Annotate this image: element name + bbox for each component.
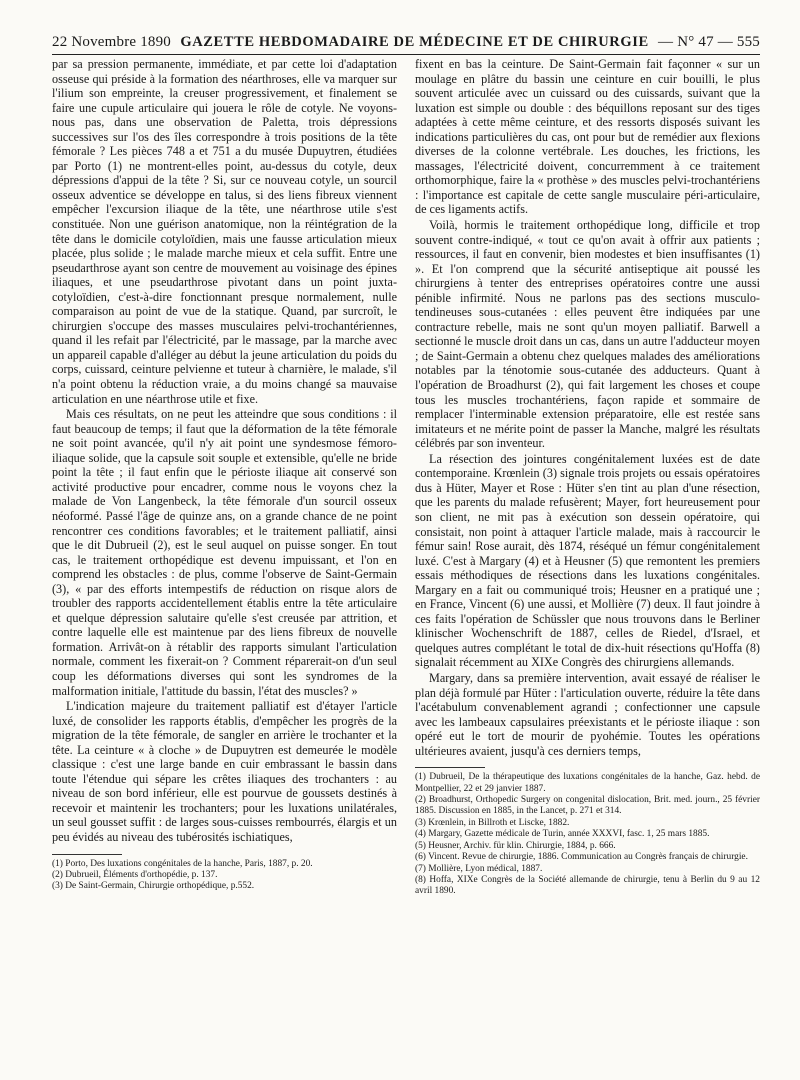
footnote: (4) Margary, Gazette médicale de Turin, année XXXVI, fasc. 1, 25 mars 1885. — [415, 829, 710, 840]
footnotes-left — [52, 859, 397, 893]
body-paragraph: Voilà, hormis le traitement orthopédique long, difficile et trop souvent contre-indiqué, « tout ce qu'on avait à offrir aux patients ; ressources, il faut en convenir, bien modestes et bien insuffisantes (1) ». Et l'on comprend que la sécurité antiseptique ait poussé les chirurgiens à tenter des entreprises opératoires contre une aussi pénible infirmité. Nous ne parlons pas des sections musculo-tendineuses sous-cutanées : elles peuvent être indiquées par une contracture rebelle, mais ne sont qu'un moyen palliatif. Barwell a sectionné le muscle droit dans un cas, dans un autre l'adducteur moyen ; de Saint-Germain a obtenu chez quelques malades des améliorations notables par la ténotomie sous-cutanée des adducteurs. Quant à l'opération de Broadhurst (2), qui fait largement les choses et coupe tous les muscles trochantériens, façon rapide et sommaire de remplacer l'interminable extension préparatoire, elle est restée sans imitateurs et ne mérite point de passer la Manche, malgré les résultats célébrés par son inventeur. — [415, 218, 760, 451]
footnote-rule — [52, 854, 122, 855]
body-paragraph: La résection des jointures congénitalement luxées est de date contemporaine. Krœnlein (3) signale trois projets ou essais opératoires dus à Hüter, Mayer et Rose : Hüter s'en tint au plan d'une résection, que les parents du malade refusèrent; Mayer, fort heureusement pour son client, ne mit pas à exécution son dessein opératoire, qui consistait, non point à attaquer l'article malade, mais à raccourcir le fémur sain! Rose aurait, dès 1874, réséqué un fémur congénitalement luxé. C'est à Margary (4) et à Heusner (5) que remontent les premiers essais méthodiques de résections dans les luxations congénitales. Margary en a fait ou communiqué trois; Heusner en a pratiqué une ; en France, Vincent (6) une aussi, et Mollière (7) deux. Il faut joindre à ces faits l'opération de Schüssler que nous trouvons dans le Berliner klinischer Wochenschrift de 1887, celles de Riedel, d'Israel, et quelques autres complétant le total de dix-huit résections qu'Hoffa (8) signalait récemment au XIXe Congrès des chirurgiens allemands. — [415, 451, 760, 670]
issue-date: 22 Novembre 1890 — [52, 34, 172, 50]
body-paragraph: par sa pression permanente, immédiate, et par cette loi d'adaptation osseuse qui préside à la formation des néarthroses, elle va marquer sur l'ilium son empreinte, la creuser progressivement, et finalement se faire une cupule articulaire qui jouera le rôle de cotyle. Ne voyons-nous pas, dans une observation de Paletta, trois dépressions successives sur l'os des îles correspondre à trois positions de la tête fémorale ? Les pièces 748 a et 751 a du musée Dupuytren, étudiées par Porto (1) ne montrent-elles point, au-dessus du cotyle, deux dépressions d'appui de la tête ? Si, sur ce nouveau cotyle, un sourcil osseux adventice se développe en talus, si des liens fibreux viennent empêcher l'excursion iliaque de la tête, une néarthrose utile s'est constituée. Non une guérison anatomique, non la réintégration de la tête dans le domicile cotyloïdien, mais une fausse articulation mieux placée, plus solide ; le malade marche mieux et cela suffit. Entre une pseudarthrose ayant son centre de mouvement au voisinage des épines iliaques, et une pseudarthrose pivotant dans un point juxta-cotyloïdien, c'est-à-dire fonctionnant presque normalement, nulle comparaison au point de vue de la statique. Quand, par surcroît, le chirurgien s'occupe des masses musculaires pelvi-trochantériennes, quand il les refait par l'électricité, par le massage, par la marche avec un appareil capable d'alléger au début la jeune articulation du poids du corps, cuissard, ceinture pelvienne et tuteur à charnière, le malade, s'il n'a point obtenu la réduction vraie, a du moins changé sa mauvaise articulation en une néarthrose utile et fixe. — [52, 57, 397, 406]
footnote: (8) Hoffa, XIXe Congrès de la Société allemande de chirurgie, tenu à Berlin du 9 au 12 avril 1890. — [415, 874, 760, 897]
body-paragraph: L'indication majeure du traitement palliatif est d'étayer l'article luxé, de consolider les rapports établis, d'empêcher les progrès de la migration de la tête fémorale, de sangler en arrière le trochanter et la tête. La ceinture « à cloche » de Dupuytren est demeurée le modèle classique : c'est une large bande en cuir embrassant le bassin dans toute l'étendue qui sépare les crêtes iliaques des trochanters : au niveau de son bord inférieur, elle est pourvue de goussets destinés à recevoir et maintenir les trochanters; pour les luxations unilatérales, un seul gousset suffit : de larges sous-cuisses rembourrés, élargis et un peu évidés au niveau des tubérosités ischiatiques, — [52, 699, 397, 844]
footnote-rule — [415, 767, 485, 768]
footnote: (3) Krœnlein, in Billroth et Liscke, 1882. — [415, 817, 570, 828]
footnote: (7) Mollière, Lyon médical, 1887. — [415, 863, 543, 874]
footnote: (6) Vincent. Revue de chirurgie, 1886. Communication au Congrès français de chirurgie. — [415, 852, 748, 863]
footnotes-right — [415, 772, 760, 897]
footnote: (1) Dubrueil, De la thérapeutique des luxations congénitales de la hanche, Gaz. hebd. de Montpellier, 22 et 29 janvier 1887. — [415, 772, 760, 794]
footnote: (1) Porto, Des luxations congénitales de la hanche, Paris, 1887, p. 20. — [52, 858, 313, 869]
header-rule — [52, 54, 760, 55]
footnote: (5) Heusner, Archiv. für klin. Chirurgie, 1884, p. 666. — [415, 840, 616, 851]
right-column — [415, 57, 760, 898]
body-paragraph: Mais ces résultats, on ne peut les atteindre que sous conditions : il faut beaucoup de temps; il faut que la déformation de la tête fémorale ne soit point avancée, qu'il n'y ait point une syndesmose fémoro-iliaque solide, que la capsule soit souple et extensible, qu'elle ne bride point la tête ; il faut enfin que le périoste iliaque ait conservé son activité productive pour encadrer, comme nous le voyons chez la malade de Von Langenbeck, la tête fémorale d'un sourcil osseux néoformé. Passé l'âge de quinze ans, on a grande chance de ne point rencontrer ces conditions favorables; et le traitement palliatif, ainsi que le dit Dubrueil (2), est le seul auquel on puisse songer. En tout cas, le traitement orthopédique est devenu impuissant, et l'on en comprend les obstacles : de plus, comme l'observe de Saint-Germain (3), « par des efforts intempestifs de réduction on risque alors de troubler des rapports accidentellement établis entre la tête articulaire et quelque dépression salutaire qu'elle s'est creusée par attrition, et contre laquelle elle est maintenue par des liens fibreux de nouvelle formation. Arrivât-on à rétablir des rapports simulant l'articulation normale, comment les fixerait-on ? Comment réparerait-on d'un seul coup les déformations diverses qui sont les syndromes de la malformation initiale, l'attitude du bassin, l'état des muscles? » — [52, 407, 397, 698]
footnote: (3) De Saint-Germain, Chirurgie orthopédique, p.552. — [52, 881, 255, 892]
issue-number: — N° 47 — 555 — [658, 34, 760, 50]
running-header — [52, 34, 760, 54]
body-paragraph: fixent en bas la ceinture. De Saint-Germain fait façonner « sur un moulage en plâtre du bassin une ceinture en cuir bouilli, le plus souvent articulée avec un cuissard ou des cuissards, suivant que la luxation est simple ou double : des béquillons reposant sur des tiges adaptées à cette même ceinture, et des ressorts disposés suivant les indications particulières du cas, ont pour but de remédier aux flexions diverses de la colonne vertébrale. Les douches, les frictions, les massages, l'électricité doivent, concurremment à ce traitement orthomorphique, faire la « prothèse » des muscles pelvi-trochantériens : l'importance est capitale de cette sangle musculaire péri-articulaire, de ces ligaments actifs. — [415, 57, 760, 217]
footnote: (2) Broadhurst, Orthopedic Surgery on congenital dislocation, Brit. med. journ., 25 février 1885. Discussion en 1885, in the Lancet, p. 271 et 314. — [415, 795, 760, 817]
left-column — [52, 57, 397, 898]
body-paragraph: Margary, dans sa première intervention, avait essayé de réaliser le plan déjà formulé par Hüter : l'articulation ouverte, réduire la tête dans l'acétabulum convenablement agrandi ; confectionner une capsule avec les lambeaux capsulaires préexistants et le périoste iliaque : son opéré eut le tort de mourir de pyohémie. Toutes les opérations ultérieures avaient, jusqu'à ces derniers temps, — [415, 670, 760, 758]
journal-title: GAZETTE HEBDOMADAIRE DE MÉDECINE ET DE CHIRURGIE — [180, 34, 649, 50]
text-columns — [52, 57, 760, 898]
footnote: (2) Dubrueil, Éléments d'orthopédie, p. 137. — [52, 869, 218, 880]
